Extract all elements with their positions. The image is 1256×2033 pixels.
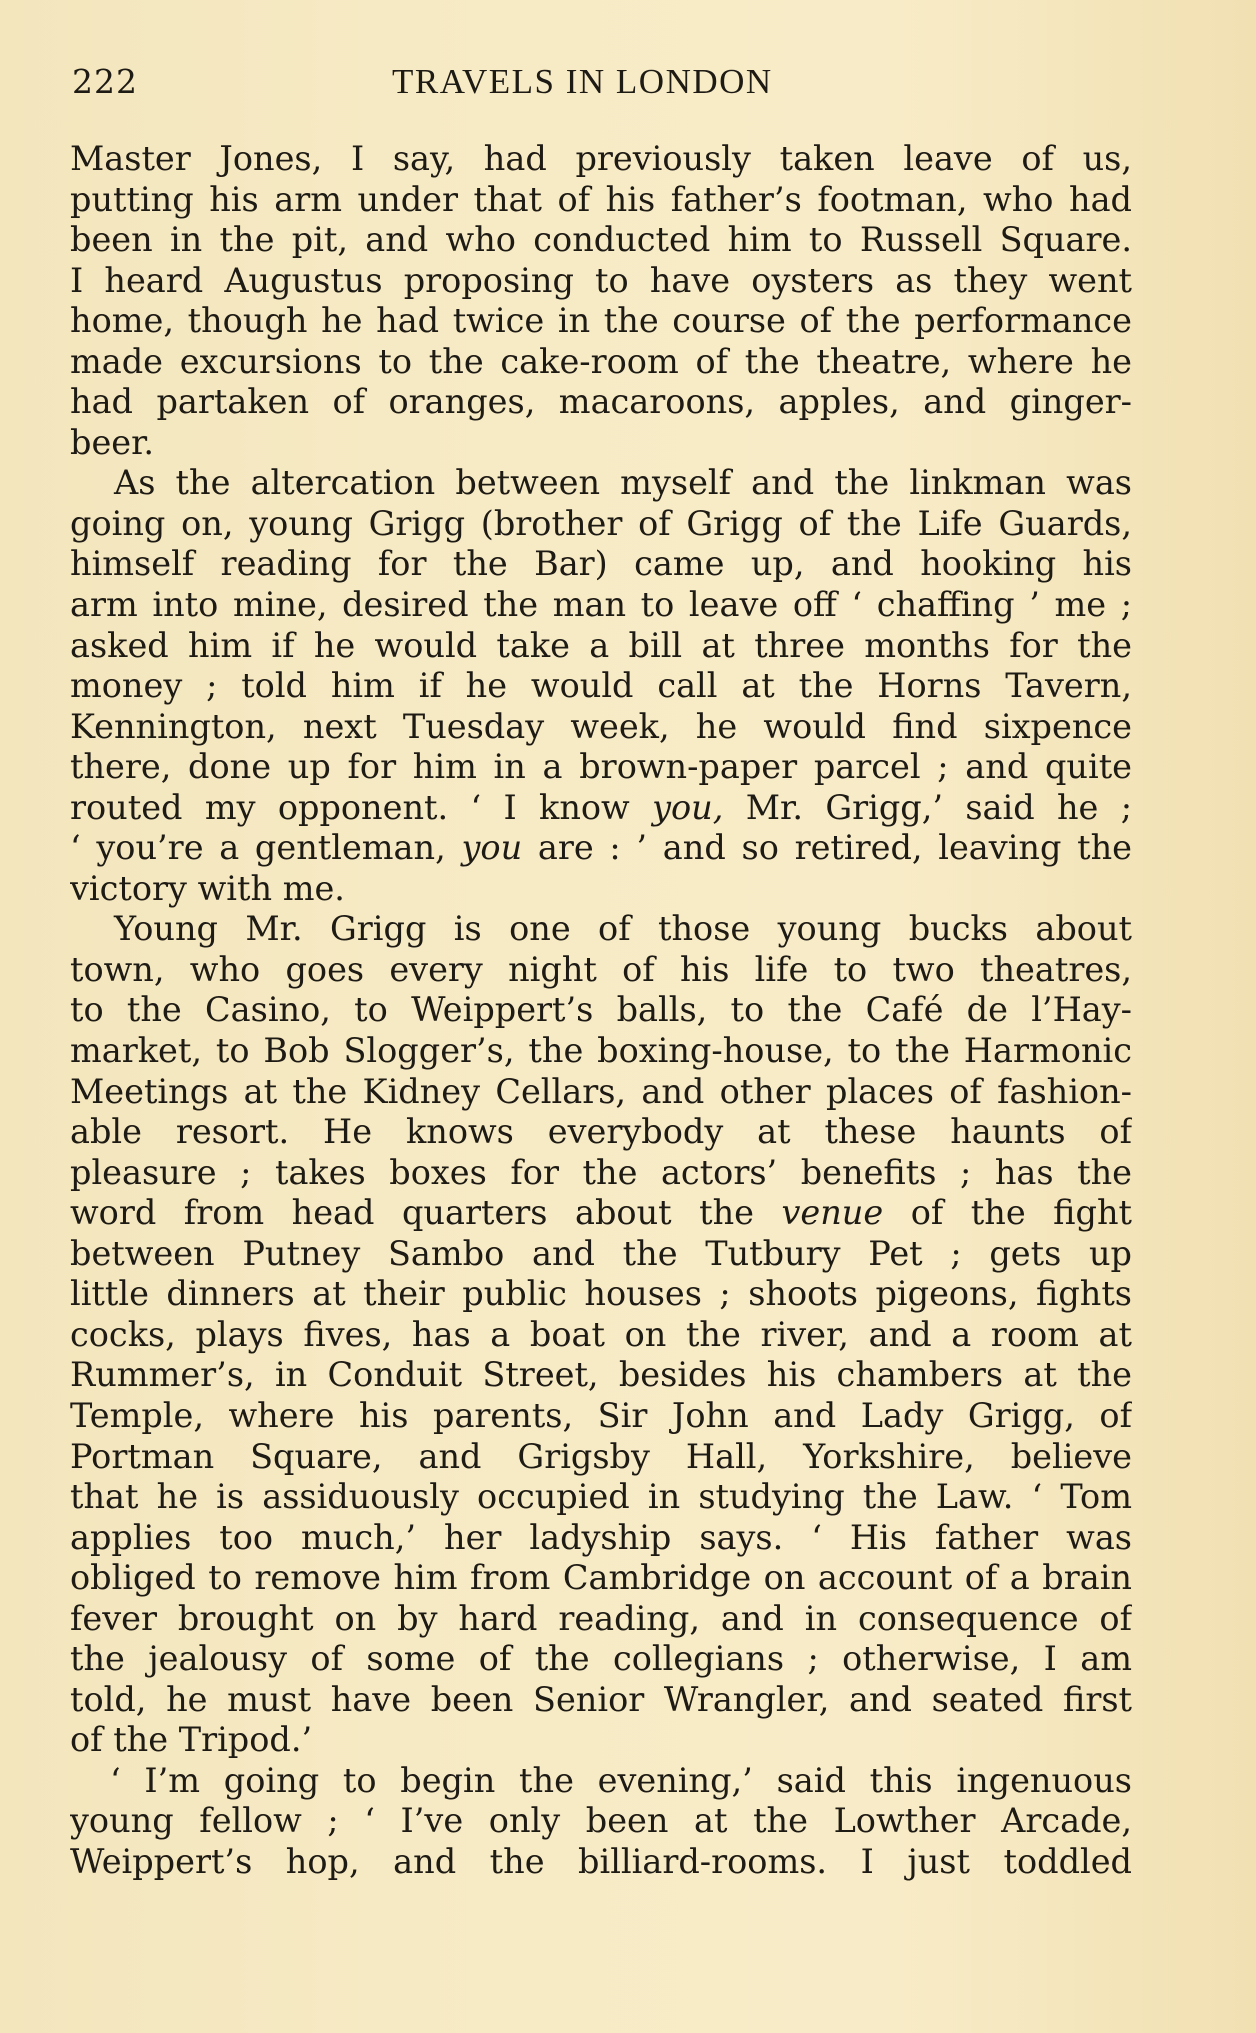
text-line: arm into mine, desired the man to leave off ‘ chaffing ’ me ; xyxy=(70,585,1132,625)
text-fragment: word from head quarters about the xyxy=(70,1193,754,1233)
italic-text: you, xyxy=(652,787,724,827)
paragraph-start-line: ‘ I’m going to begin the evening,’ said this ingenuous xyxy=(110,1760,1132,1800)
text-line: Master Jones, I say, had previously taken leave of us, xyxy=(70,139,1132,178)
text-line: going on, young Grigg (brother of Grigg of the Life Guards, xyxy=(70,503,1132,543)
text-line-mixed xyxy=(70,788,1132,829)
text-line: money ; told him if he would call at the Horns Tavern, xyxy=(70,666,1132,706)
text-line: the jealousy of some of the collegians ; otherwise, I am xyxy=(70,1639,1132,1679)
text-line-mixed xyxy=(70,828,1132,869)
text-line: beer. xyxy=(70,422,155,462)
text-line: made excursions to the cake-room of the theatre, where he xyxy=(70,341,1132,381)
text-line: victory with me. xyxy=(70,868,345,908)
text-line: cocks, plays fives, has a boat on the river, and a room at xyxy=(70,1314,1132,1354)
text-line: had partaken of oranges, macaroons, apples, and ginger- xyxy=(70,382,1132,422)
text-line: himself reading for the Bar) came up, and hooking his xyxy=(70,544,1132,584)
text-line: Kennington, next Tuesday week, he would find sixpence xyxy=(70,706,1132,746)
text-line: applies too much,’ her ladyship says. ‘ His father was xyxy=(70,1517,1132,1557)
text-fragment: are : ’ and so retired, leaving the xyxy=(537,828,1132,868)
text-line: told, he must have been Senior Wrangler, and seated first xyxy=(70,1679,1132,1719)
text-line: fever brought on by hard reading, and in consequence of xyxy=(70,1598,1132,1638)
text-fragment: of the fight xyxy=(910,1193,1132,1233)
text-line: obliged to remove him from Cambridge on account of a brain xyxy=(70,1558,1132,1598)
running-title: TRAVELS IN LONDON xyxy=(392,62,773,101)
text-line: Rummer’s, in Conduit Street, besides his chambers at the xyxy=(70,1355,1132,1395)
italic-text: venue xyxy=(781,1193,884,1233)
page-number: 222 xyxy=(72,62,138,101)
body-text xyxy=(70,139,1132,1883)
text-line: Meetings at the Kidney Cellars, and other places of fashion- xyxy=(70,1071,1132,1111)
text-line: putting his arm under that of his father’s footman, who had xyxy=(70,179,1132,219)
text-line: between Putney Sambo and the Tutbury Pet ; gets up xyxy=(70,1233,1132,1273)
page-header xyxy=(72,62,1132,112)
text-line: I heard Augustus proposing to have oysters as they went xyxy=(70,260,1132,300)
text-line: pleasure ; takes boxes for the actors’ benefits ; has the xyxy=(70,1152,1132,1192)
text-line: home, though he had twice in the course of the performance xyxy=(70,301,1132,341)
text-line: young fellow ; ‘ I’ve only been at the Lowther Arcade, xyxy=(70,1801,1132,1841)
paragraph-start-line: As the altercation between myself and the linkman was xyxy=(114,463,1132,503)
text-line: asked him if he would take a bill at three months for the xyxy=(70,625,1132,665)
text-line: Temple, where his parents, Sir John and Lady Grigg, of xyxy=(70,1395,1132,1435)
text-line: there, done up for him in a brown-paper parcel ; and quite xyxy=(70,747,1132,787)
text-fragment: Mr. Grigg,’ said he ; xyxy=(745,787,1132,827)
text-line: little dinners at their public houses ; shoots pigeons, fights xyxy=(70,1274,1132,1314)
text-line: town, who goes every night of his life to two theatres, xyxy=(70,949,1132,989)
paragraph-start-line: Young Mr. Grigg is one of those young bucks about xyxy=(114,909,1132,949)
text-line: to the Casino, to Weippert’s balls, to the Café de l’Hay- xyxy=(70,990,1132,1030)
text-line: been in the pit, and who conducted him to Russell Square. xyxy=(70,220,1132,260)
text-fragment: ‘ you’re a gentleman, xyxy=(70,828,446,868)
text-line: able resort. He knows everybody at these haunts of xyxy=(70,1112,1132,1152)
italic-text: you xyxy=(461,828,523,868)
text-line: of the Tripod.’ xyxy=(70,1720,313,1760)
text-fragment: routed my opponent. xyxy=(70,787,449,827)
text-line: Portman Square, and Grigsby Hall, Yorkshire, believe xyxy=(70,1436,1132,1476)
text-line-mixed xyxy=(70,1193,1132,1234)
text-line: Weippert’s hop, and the billiard-rooms. I just toddled xyxy=(70,1841,1132,1881)
text-line: market, to Bob Slogger’s, the boxing-house, to the Harmonic xyxy=(70,1031,1132,1071)
text-line: that he is assiduously occupied in studying the Law. ‘ Tom xyxy=(70,1477,1132,1517)
text-fragment: ‘ I know xyxy=(470,787,630,827)
